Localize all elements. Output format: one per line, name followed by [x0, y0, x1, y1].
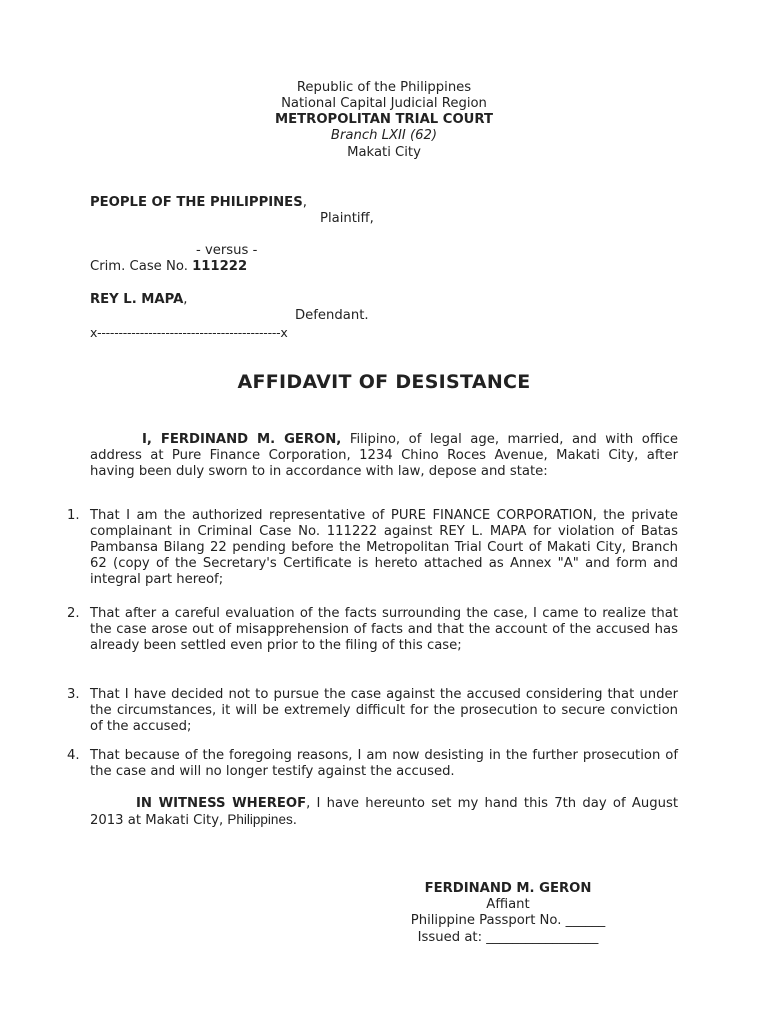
- witness-bold: IN WITNESS WHEREOF: [136, 796, 307, 811]
- header-region: National Capital Judicial Region: [281, 96, 487, 111]
- paragraph-4-text: That because of the foregoing reasons, I am now desisting in the further prosecution of the case and will no longer testify against the accused.: [90, 748, 678, 779]
- paragraph-1-number: 1.: [67, 508, 80, 523]
- header-city: Makati City: [347, 145, 421, 160]
- paragraph-1-text: That I am the authorized representative of PURE FINANCE CORPORATION, the private complainant in Criminal Case No. 111222 against REY L. MAPA for violation of Batas Pambansa Bilang 22 pending before the Metropolitan Trial Court of Makati City, Branch 62 (copy of the Secretary's Certificate is hereto attached as Annex "A" and form and integral part hereof;: [90, 508, 678, 587]
- plaintiff-name: PEOPLE OF THE PHILIPPINES: [90, 195, 303, 210]
- witness-country: Philippines: [227, 812, 293, 827]
- document-title: AFFIDAVIT OF DESISTANCE: [237, 371, 531, 393]
- defendant-line: [90, 292, 188, 308]
- case-number: 111222: [192, 259, 248, 274]
- intro-paragraph: [90, 432, 678, 480]
- paragraph-2-text: That after a careful evaluation of the facts surrounding the case, I came to realize that the case arose out of misapprehension of facts and that the account of the accused has already been settled even prior to the filing of this case;: [90, 606, 678, 653]
- passport-line: Philippine Passport No. ______: [410, 913, 606, 928]
- header-court: METROPOLITAN TRIAL COURT: [275, 112, 493, 127]
- plaintiff-line: [90, 195, 307, 211]
- signatory-role: Affiant: [486, 897, 530, 912]
- witness-text: , I have hereunto set my hand this 7th day of August 2013 at Makati City,: [90, 796, 678, 828]
- paragraph-2-number: 2.: [67, 606, 80, 621]
- paragraph-3-text: That I have decided not to pursue the case against the accused considering that under the circumstances, it will be extremely difficult for the prosecution to secure conviction of the accused;: [90, 687, 678, 734]
- case-number-line: [90, 259, 247, 275]
- issued-at-line: Issued at: _________________: [417, 930, 599, 945]
- versus-label: - versus -: [196, 243, 258, 258]
- header-republic: Republic of the Philippines: [296, 80, 472, 95]
- defendant-name: REY L. MAPA: [90, 292, 184, 307]
- case-prefix: Crim. Case No.: [90, 259, 193, 274]
- plaintiff-role: Plaintiff,: [320, 211, 374, 226]
- caption-separator: x-------------------------------------------x: [90, 325, 288, 340]
- plaintiff-comma: ,: [302, 195, 307, 210]
- header-branch: Branch LXII (62): [330, 128, 438, 143]
- witness-paragraph: [90, 796, 678, 829]
- paragraph-4-number: 4.: [67, 748, 80, 763]
- intro-text: Filipino, of legal age, married, and with office address at Pure Finance Corporation, 1234 Chino Roces Avenue, Makati City, after having been duly sworn to in accordance with law, depose and state:: [90, 432, 678, 479]
- witness-period: .: [292, 813, 297, 828]
- affiant-name-intro: I, FERDINAND M. GERON,: [142, 432, 342, 447]
- defendant-role: Defendant.: [295, 308, 369, 323]
- paragraph-3-number: 3.: [67, 687, 80, 702]
- defendant-comma: ,: [183, 292, 188, 307]
- signatory-name: FERDINAND M. GERON: [424, 881, 592, 896]
